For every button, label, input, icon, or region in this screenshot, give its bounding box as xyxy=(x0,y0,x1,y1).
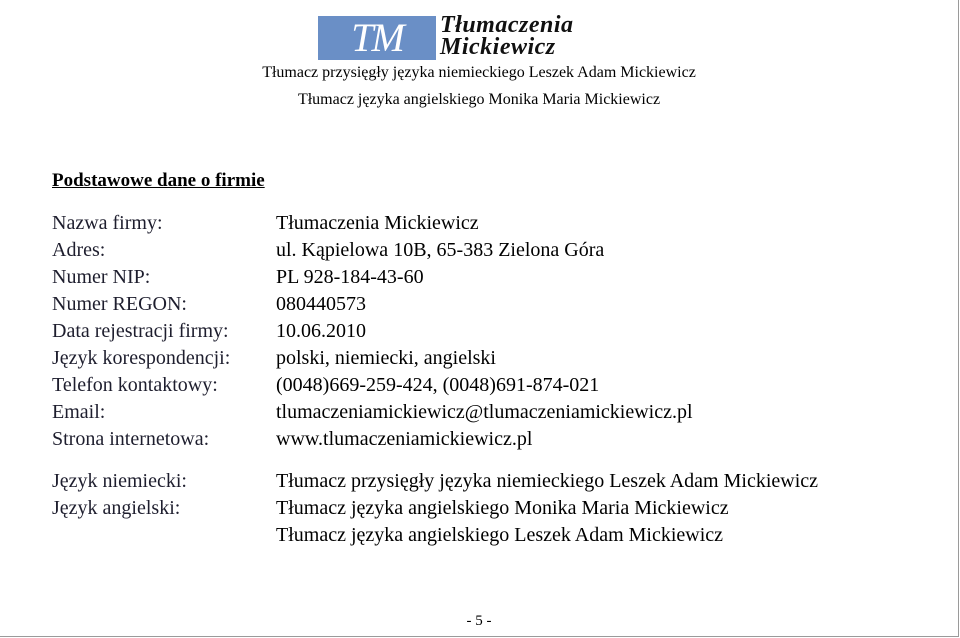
header-english-translator: Tłumacz języka angielskiego Monika Maria Mickiewicz xyxy=(297,91,661,108)
logo-wordmark-line2: Mickiewicz xyxy=(440,34,556,60)
header-german-translator: Tłumacz przysięgły języka niemieckiego Leszek Adam Mickiewicz xyxy=(262,64,696,81)
address-value: ul. Kąpielowa 10B, 65-383 Zielona Góra xyxy=(276,239,605,261)
logo-monogram: TM xyxy=(318,16,436,60)
company-logo xyxy=(318,14,658,60)
logo-wordmark xyxy=(440,14,574,58)
website-label: Strona internetowa: xyxy=(52,428,210,450)
email-row xyxy=(52,399,932,426)
english-translator-value-1: Tłumacz języka angielskiego Monika Maria Mickiewicz xyxy=(276,497,729,519)
registration-date-value: 10.06.2010 xyxy=(276,320,366,342)
english-translator-value-2: Tłumacz języka angielskiego Leszek Adam Mickiewicz xyxy=(276,524,724,546)
company-name-label: Nazwa firmy: xyxy=(52,212,163,234)
phone-label: Telefon kontaktowy: xyxy=(52,374,218,396)
registration-date-label: Data rejestracji firmy: xyxy=(52,320,229,342)
email-label: Email: xyxy=(52,401,106,423)
regon-row xyxy=(52,291,932,318)
english-language-label: Język angielski: xyxy=(52,497,181,519)
company-name-value: Tłumaczenia Mickiewicz xyxy=(276,212,479,234)
address-label: Adres: xyxy=(52,239,106,261)
section-title: Podstawowe dane o firmie xyxy=(52,170,265,191)
logo-wordmark-line1: Tłumaczenia xyxy=(440,12,574,38)
correspondence-language-label: Język korespondencji: xyxy=(52,347,231,369)
german-translator-row xyxy=(52,468,932,495)
website-row xyxy=(52,426,932,453)
nip-row xyxy=(52,264,932,291)
nip-value: PL 928-184-43-60 xyxy=(276,266,424,288)
address-row xyxy=(52,237,932,264)
email-value: tlumaczeniamickiewicz@tlumaczeniamickiewicz.pl xyxy=(276,401,693,423)
german-language-label: Język niemiecki: xyxy=(52,470,187,492)
registration-date-row xyxy=(52,318,932,345)
regon-label: Numer REGON: xyxy=(52,293,187,315)
website-value: www.tlumaczeniamickiewicz.pl xyxy=(276,428,533,450)
nip-label: Numer NIP: xyxy=(52,266,151,288)
regon-value: 080440573 xyxy=(276,293,366,315)
phone-row xyxy=(52,372,932,399)
company-name-row xyxy=(52,210,932,237)
german-translator-value: Tłumacz przysięgły języka niemieckiego Leszek Adam Mickiewicz xyxy=(276,470,819,492)
page-number: - 5 - xyxy=(466,613,492,629)
correspondence-language-row xyxy=(52,345,932,372)
phone-value: (0048)669-259-424, (0048)691-874-021 xyxy=(276,374,600,396)
correspondence-language-value: polski, niemiecki, angielski xyxy=(276,347,496,369)
english-translator-row xyxy=(52,495,932,522)
